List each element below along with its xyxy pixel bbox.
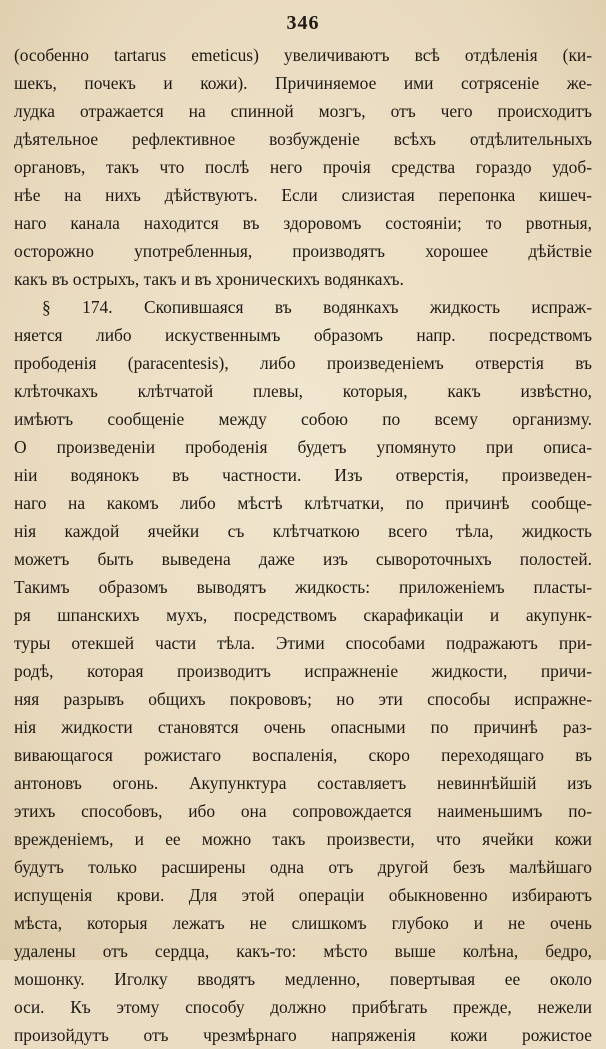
text-line: нія каждой ячейки съ клѣтчаткою всего тѣла, жидкость [14, 521, 592, 541]
text-line: произойдутъ отъ чрезмѣрнаго напряженія кожи рожистое [14, 1025, 592, 1045]
text-line: шекъ, почекъ и кожи). Причиняемое ими сотрясеніе же- [14, 73, 592, 93]
text-line: § 174. Скопившаяся въ водянкахъ жидкость испраж- [42, 297, 592, 317]
text-line: наго канала находится въ здоровомъ состояніи; то рвотныя, [14, 213, 592, 233]
text-line: можетъ быть выведена даже изъ сывороточныхъ полостей. [14, 549, 592, 569]
body-text [14, 41, 592, 1049]
text-line: нія жидкости становятся очень опасными по причинѣ раз- [14, 717, 592, 737]
text-line: какъ въ острыхъ, такъ и въ хроническихъ водянкахъ. [14, 269, 404, 289]
text-line: этихъ способовъ, ибо она сопровождается наименьшимъ по- [14, 801, 592, 821]
text-line: ніи водянокъ въ частности. Изъ отверстія, произведен- [14, 465, 592, 485]
text-line: оси. Къ этому способу должно прибѣгать прежде, нежели [14, 997, 592, 1017]
text-line: имѣютъ сообщеніе между собою по всему организму. [14, 409, 592, 429]
text-line: прободенія (paracentesis), либо произведеніемъ отверстія въ [14, 353, 592, 373]
text-line: осторожно употребленныя, производятъ хорошее дѣйствіе [14, 241, 592, 261]
text-line: родѣ, которая производитъ испражненіе жидкости, причи- [14, 661, 592, 681]
text-line: дѣятельное рефлективное возбужденіе всѣхъ отдѣлительныхъ [14, 129, 592, 149]
text-line: Такимъ образомъ выводятъ жидкость: приложеніемъ пласты- [14, 577, 592, 597]
text-line: О произведеніи прободенія будетъ упомянуто при описа- [14, 437, 592, 457]
text-line: мѣста, которыя лежатъ не слишкомъ глубоко и не очень [14, 913, 592, 933]
text-line: нѣе на нихъ дѣйствуютъ. Если слизистая перепонка кишеч- [14, 185, 592, 205]
text-line: испущенія крови. Для этой операціи обыкновенно избираютъ [14, 885, 592, 905]
text-line: наго на какомъ либо мѣстѣ клѣтчатки, по причинѣ сообще- [14, 493, 592, 513]
page-number: 346 [286, 12, 320, 34]
text-line: няя разрывъ общихъ покрововъ; но эти способы испражне- [14, 689, 592, 709]
text-line: антоновъ огонь. Акупунктура составляетъ невиннѣйшій изъ [14, 773, 592, 793]
text-line: туры отекшей части тѣла. Этими способами подражаютъ при- [14, 633, 592, 653]
text-line: клѣточкахъ клѣтчатой плевы, которыя, какъ извѣстно, [14, 381, 592, 401]
text-line: будутъ только расширены одна отъ другой безъ малѣйшаго [14, 857, 592, 877]
text-line: (особенно tartarus emeticus) увеличиваютъ всѣ отдѣленія (ки- [14, 45, 592, 65]
text-line: лудка отражается на спинной мозгъ, отъ чего происходитъ [14, 101, 592, 121]
text-line: врежденіемъ, и ее можно такъ произвести, что ячейки кожи [14, 829, 592, 849]
text-line: няется либо искуственнымъ образомъ напр. посредствомъ [14, 325, 592, 345]
text-line: ря шпанскихъ мухъ, посредствомъ скарафикаціи и акупунк- [14, 605, 592, 625]
text-line: удалены отъ сердца, какъ-то: мѣсто выше колѣна, бедро, [14, 941, 592, 961]
text-line: мошонку. Иголку вводятъ медленно, повертывая ее около [14, 969, 592, 989]
text-line: вивающагося рожистаго воспаленія, скоро переходящаго въ [14, 745, 592, 765]
text-line: органовъ, такъ что послѣ него прочія средства гораздо удоб- [14, 157, 592, 177]
